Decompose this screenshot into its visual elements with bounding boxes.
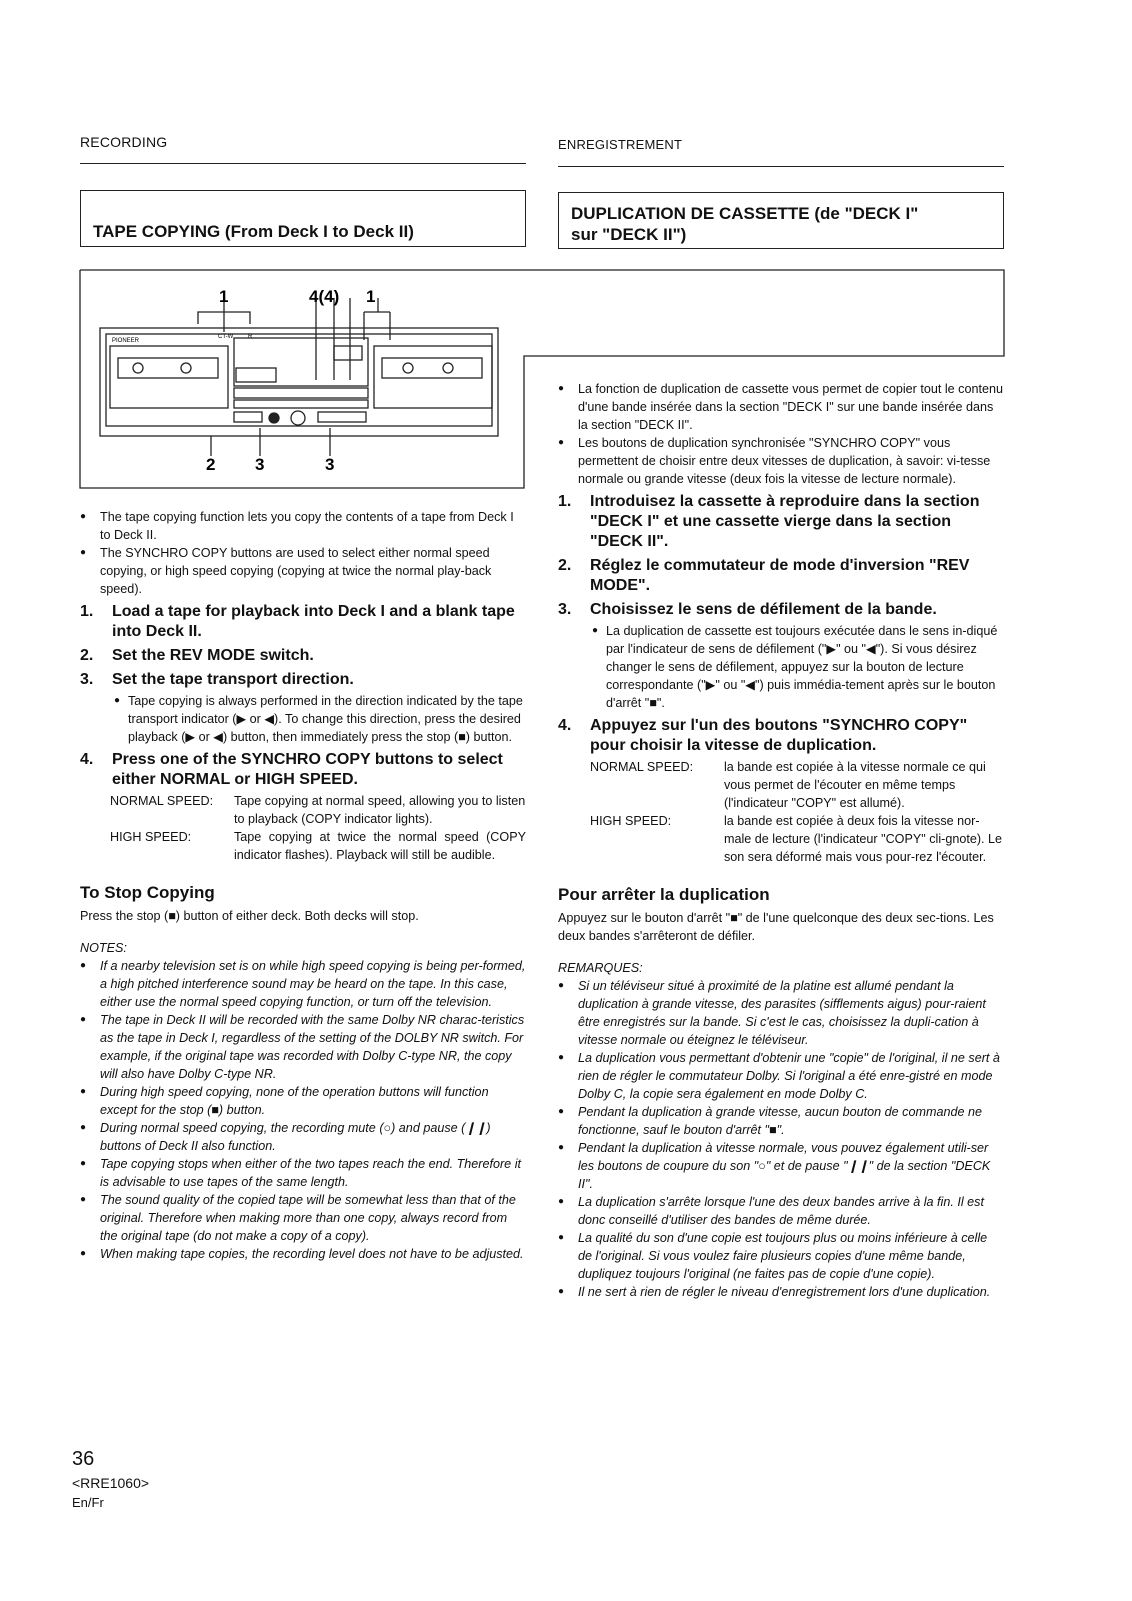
en-note: ● When making tape copies, the recording level does not have to be adjusted. (80, 1245, 526, 1263)
fr-note: ● La qualité du son d'une copie est toujours plus ou moins inférieure à celle de l'original. Si vous voulez faire plusieurs copies d'une même bande, dupliquez toujours l'original (ne faites pas de copie d'une copie). (558, 1229, 1004, 1283)
fr-notes (558, 977, 1004, 1301)
fr-note: ● La duplication s'arrête lorsque l'une des deux bandes arrive à la fin. Il est donc conseillé d'utiliser des bandes de même durée. (558, 1193, 1004, 1229)
deck-i-cassette (110, 346, 228, 408)
en-note: ● Tape copying stops when either of the two tapes reach the end. Therefore it is advisable to use tapes of the same length. (80, 1155, 526, 1191)
en-step-2: 2. Set the REV MODE switch. (80, 647, 314, 664)
document-code: <RRE1060> (72, 1475, 150, 1491)
fr-step-4: 4. Appuyez sur l'un des boutons "SYNCHRO COPY" pour choisir la vitesse de duplication. (558, 717, 968, 754)
fr-note: ● Il ne sert à rien de régler le niveau d'enregistrement lors d'une duplication. (558, 1283, 1004, 1301)
section-title-fr-1: DUPLICATION DE CASSETTE (de "DECK I" (571, 204, 919, 223)
section-title-en: TAPE COPYING (From Deck I to Deck II) (93, 222, 414, 241)
deck-body (100, 328, 498, 436)
diagram-label-bottom-3: 3 (325, 455, 335, 474)
en-step-3: 3. Set the tape transport direction. (80, 671, 354, 688)
center-display (234, 338, 368, 386)
diagram-label-bottom-2: 3 (255, 455, 265, 474)
deck-model: CT-W (218, 334, 234, 340)
fr-high-speed: HIGH SPEED: la bande est copiée à deux fois la vitesse nor-male de lecture (l'indicateur "COPY" cli-gnote). Le son sera déformé mais vous pour-rez l'écouter. (590, 814, 1003, 864)
fr-note: ● Si un téléviseur situé à proximité de la platine est allumé pendant la duplication à grande vitesse, des parasites (sifflements aigus) pour-raient être enregistrés sur la bande. Si c'est le cas, choisissez la dupli-cation à vitesse normale ou éteignez le téléviseur. (558, 977, 1004, 1049)
en-normal-speed: NORMAL SPEED: Tape copying at normal speed, allowing you to listen to playback (COPY indicator lights). (110, 794, 526, 826)
en-step-1: 1. Load a tape for playback into Deck I and a blank tape into Deck II. (80, 603, 515, 640)
en-note: ● The sound quality of the copied tape will be somewhat less than that of the original. Therefore when making more than one copy, always record from the original tape (do not make a copy of a copy). (80, 1191, 526, 1245)
fr-step-2: 2. Réglez le commutateur de mode d'inversion "REV MODE". (558, 557, 970, 594)
title-box-en (80, 190, 526, 247)
language-code: En/Fr (72, 1495, 104, 1510)
fr-note: ● Pendant la duplication à grande vitesse, aucun bouton de commande ne fonctionne, sauf le bouton d'arrêt "■". (558, 1103, 1004, 1139)
en-notes (80, 957, 526, 1263)
en-bullet: ● The SYNCHRO COPY buttons are used to select either normal speed copying, or high speed copying (copying at twice the normal play-back speed). (80, 544, 526, 598)
fr-notes-title: REMARQUES: (558, 961, 643, 975)
en-stop-title: To Stop Copying (80, 883, 215, 902)
fr-column (558, 380, 1004, 1301)
diagram-label-bottom-1: 2 (206, 455, 216, 474)
en-column (80, 508, 526, 1263)
diagram-label-top-2: 4(4) (309, 287, 340, 306)
fr-bullet: ● La fonction de duplication de cassette vous permet de copier tout le contenu d'une bande insérée dans la section "DECK I" sur une bande insérée dans la section "DECK II". (558, 380, 1004, 434)
header-right: ENREGISTREMENT (558, 137, 683, 152)
fr-step-1: 1. Introduisez la cassette à reproduire dans la section "DECK I" et une cassette vierge dans la section "DECK II". (558, 493, 980, 550)
en-step-3-detail: ● Tape copying is always performed in the direction indicated by the tape transport indicator (▶ or ◀). To change this direction, press the desired playback (▶ or ◀) button, then immediately press the stop (■) button. (80, 692, 526, 746)
en-note: ● If a nearby television set is on while high speed copying is being per-formed, a high pitched interference sound may be heard on the tape. In this case, either use the normal speed copying function, or turn off the television. (80, 957, 526, 1011)
en-step-4: 4. Press one of the SYNCHRO COPY buttons to select either NORMAL or HIGH SPEED. (80, 751, 503, 788)
deck-model-suffix: R (248, 334, 253, 340)
fr-note: ● La duplication vous permettant d'obtenir une "copie" de l'original, il ne sert à rien de régler le commutateur Dolby. Si l'original a été enre-gistré en mode Dolby C, la copie sera également en mode Dolby C. (558, 1049, 1004, 1103)
en-note: ● During high speed copying, none of the operation buttons will function except for the stop (■) button. (80, 1083, 526, 1119)
header-rule-right (558, 166, 1004, 167)
diagram-label-top-1: 1 (219, 287, 229, 306)
deck-brand: PIONEER (112, 338, 140, 344)
fr-note: ● Pendant la duplication à vitesse normale, vous pouvez également utili-ser les boutons de coupure du son "○" et de pause "❙❙" de la section "DECK II". (558, 1139, 1004, 1193)
header-left: RECORDING (80, 134, 168, 150)
title-box-fr (558, 192, 1004, 249)
en-stop-text: Press the stop (■) button of either deck. Both decks will stop. (80, 909, 419, 923)
en-bullet: ● The tape copying function lets you copy the contents of a tape from Deck I to Deck II. (80, 508, 526, 544)
deck-ii-cassette (374, 346, 492, 408)
fr-step-3-detail: ● La duplication de cassette est toujours exécutée dans le sens in-diqué par l'indicateur de sens de défilement ("▶" ou "◀"). Si vous désirez changer le sens de défilement, appuyez sur la bouton de lecture correspondante ("▶" ou "◀") puis immédia-tement après sur le bouton d'arrêt "■". (558, 622, 1004, 712)
section-title-fr-2: sur "DECK II") (571, 225, 687, 244)
fr-step-3: 3. Choisissez le sens de défilement de la bande. (558, 601, 937, 618)
fr-bullet: ● Les boutons de duplication synchronisée "SYNCHRO COPY" vous permettent de choisir entre deux vitesses de duplication, à savoir: vi-tesse normale ou grande vitesse (deux fois la vitesse de lecture normale). (558, 434, 1004, 488)
en-high-speed: HIGH SPEED: Tape copying at twice the normal speed (COPY indicator flashes). Playback will still be audible. (110, 830, 526, 862)
en-note: ● The tape in Deck II will be recorded with the same Dolby NR charac-teristics as the tape in Deck I, regardless of the setting of the DOLBY NR switch. For example, if the original tape was recorded with Dolby C-type NR, the copy will also have Dolby C-type NR. (80, 1011, 526, 1083)
en-note: ● During normal speed copying, the recording mute (○) and pause (❙❙) buttons of Deck II also function. (80, 1119, 526, 1155)
diagram-label-top-3: 1 (366, 287, 376, 306)
page-number: 36 (72, 1448, 95, 1470)
header-rule-left (80, 163, 526, 164)
fr-stop-title: Pour arrêter la duplication (558, 885, 770, 904)
fr-normal-speed: NORMAL SPEED: la bande est copiée à la vitesse normale ce qui vous permet de l'écouter en même temps (l'indicateur "COPY" est allumé). (590, 760, 986, 810)
fr-stop-text: Appuyez sur le bouton d'arrêt "■" de l'une quelconque des deux sec-tions. Les deux bandes s'arrêteront de défiler. (558, 911, 994, 943)
copy-button-normal (234, 412, 262, 422)
en-notes-title: NOTES: (80, 941, 127, 955)
